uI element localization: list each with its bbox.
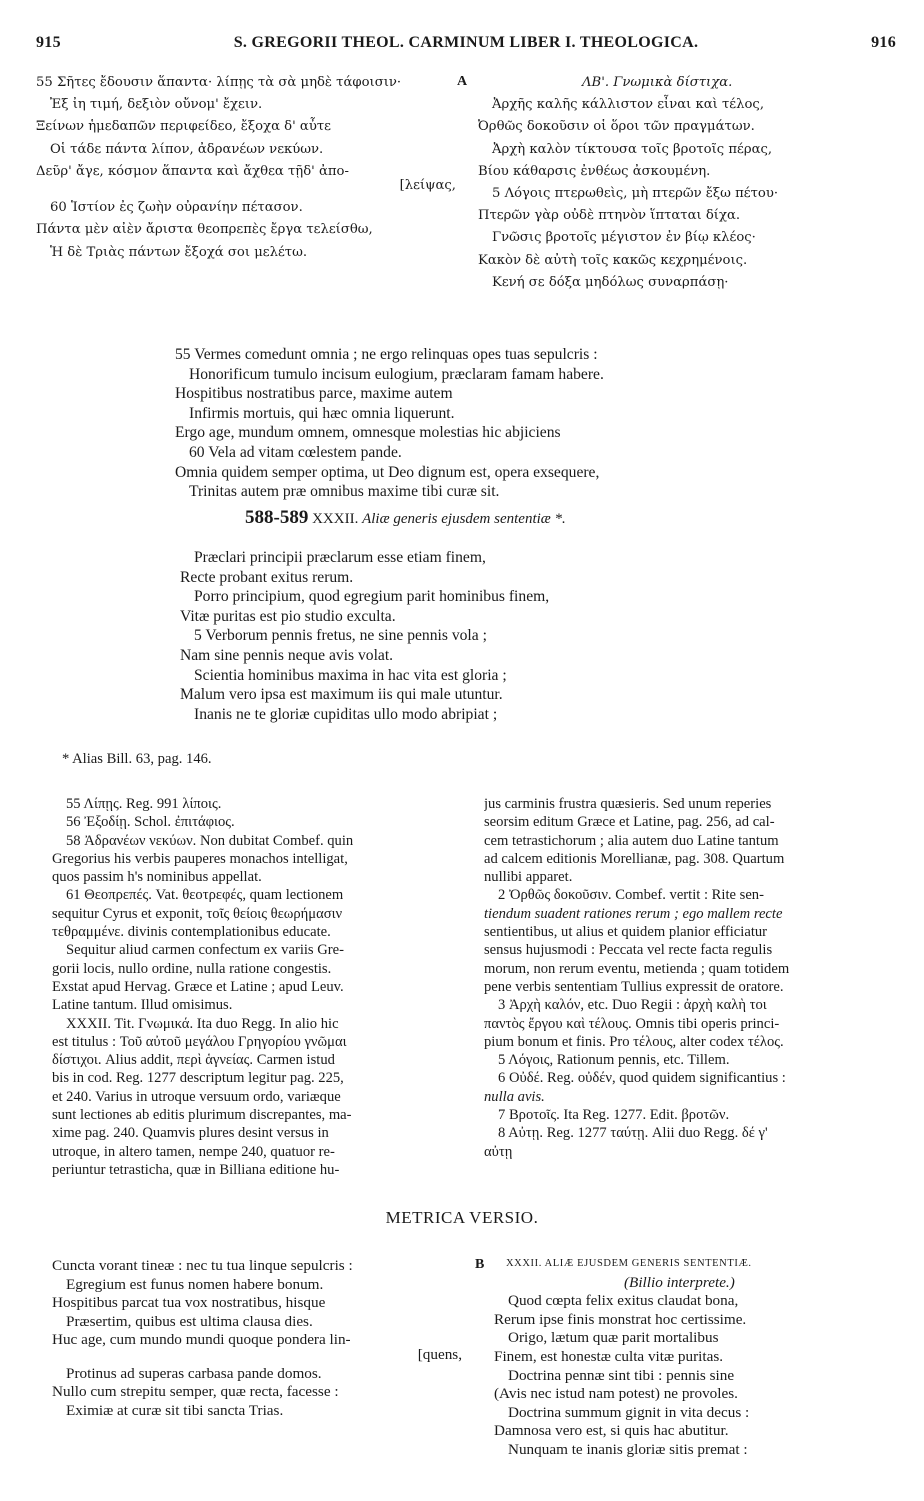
greek-line: 60 Ἱστίον ἐς ζωὴν οὐρανίην πέτασον. [50, 200, 303, 216]
verse-line: Damnosa vero est, si quis hac abutitur. [494, 1422, 729, 1440]
greek-line: Βίου κάθαρσις ἐνθέως ἀσκουμένη. [478, 163, 711, 179]
note-line: τεθραμμένε. divinis contemplationibus educate. [52, 924, 331, 941]
metrica-right-column [494, 1255, 914, 1460]
note-line: Sequitur aliud carmen confectum ex variis Gre- [66, 942, 344, 959]
note-line: pium bonum et finis. Pro τέλους, alter codex τέλος. [484, 1033, 784, 1050]
verse-line: Hospitibus parcat tua vox nostratibus, hisque [52, 1294, 326, 1312]
verse-line: Doctrina summum gignit in vita decus : [508, 1403, 750, 1421]
note-line: 5 Λόγοις, Rationum pennis, etc. Tillem. [498, 1052, 730, 1069]
note-line: 3 Ἀρχὴ καλόν, etc. Duo Regii : ἀρχὴ καλὴ τοι [498, 997, 767, 1014]
metrica-versio-heading: METRICA VERSIO. [385, 1208, 539, 1227]
greek-line: Οἱ τάδε πάντα λίπον, ἀδρανέων νεκύων. [50, 141, 324, 157]
section-heading [245, 507, 566, 529]
latin-line: 5 Verborum pennis fretus, ne sine pennis vola ; [194, 627, 487, 645]
note-line: pene verbis sententiam Tullius expressit de oratore. [484, 978, 784, 995]
section-roman: XXXII. [312, 511, 359, 527]
page-number-right: 916 [871, 34, 896, 51]
latin-line: 55 Vermes comedunt omnia ; ne ergo relinquas opes tuas sepulcris : [175, 346, 598, 363]
verse-line: Rerum ipse finis monstrat hoc certissime. [494, 1310, 747, 1328]
note-line: est titulus : Τοῦ αὐτοῦ μεγάλου Γρηγορίου γνῶμαι [52, 1033, 347, 1050]
verse-line: Præsertim, quibus est ultima clausa dies. [66, 1312, 313, 1330]
greek-line: Ἀρχῆς καλῆς κάλλιστον εἶναι καὶ τέλος, [492, 97, 765, 113]
verse-line: Protinus ad superas carbasa pande domos. [66, 1364, 322, 1382]
margin-marker-a: A [457, 74, 468, 89]
note-line: sentientibus, ut alius et quidem planior efficiatur [484, 924, 768, 941]
note-line: παντὸς ἔργου καὶ τέλους. Omnis tibi operis princi- [484, 1015, 780, 1032]
note-line: 6 Οὐδέ. Reg. οὐδέν, quod quidem significantius : [498, 1070, 786, 1087]
greek-line: Ξείνων ἡμεδαπῶν περιφείδεο, ἔξοχα δ' αὖτε [36, 119, 331, 135]
verse-line: Eximiæ at curæ sit tibi sancta Trias. [66, 1401, 284, 1419]
latin-line: Vitæ puritas est pio studio exculta. [180, 607, 396, 625]
verse-line: Huc age, cum mundo mundi quoque pondera lin- [52, 1331, 351, 1349]
note-line: sequitur Cyrus et exponit, τοῖς θείοις θεωρήμασιν [52, 905, 343, 922]
latin-line: Trinitas autem præ omnibus maxime tibi curæ sit. [189, 483, 500, 501]
note-line: seorsim editum Græce et Latine, pag. 256, ad cal- [484, 814, 775, 831]
page-number-left: 915 [36, 34, 61, 51]
section-title: Aliæ generis ejusdem sententiæ *. [362, 511, 566, 527]
latin-line: Scientia hominibus maxima in hac vita est gloria ; [194, 666, 507, 684]
greek-poem-right [478, 72, 898, 294]
note-line: 8 Αὐτῃ. Reg. 1277 ταύτῃ. Alii duo Regg. δέ γ' [498, 1125, 768, 1142]
note-line: Gregorius his verbis pauperes monachos intelligat, [52, 850, 348, 867]
note-line: 56 Ἐξοδίῃ. Schol. ἐπιτάφιος. [66, 814, 235, 831]
verse-line: (Avis nec istud nam potest) ne provoles. [494, 1385, 738, 1403]
latin-line: 60 Vela ad vitam cœlestem pande. [189, 443, 402, 461]
note-line: XXXII. Tit. Γνωμικά. Ita duo Regg. In alio hic [66, 1015, 339, 1032]
latin-translation-2 [180, 548, 549, 724]
latin-line: Ergo age, mundum omnem, omnesque molestias hic abjiciens [175, 424, 561, 442]
verse-line: Quod cœpta felix exitus claudat bona, [508, 1292, 739, 1310]
margin-marker-b: B [475, 1257, 485, 1272]
note-line: sensus hujusmodi : Peccata vel recte facta regulis [484, 942, 773, 959]
verse-line: Origo, lætum quæ parit mortalibus [508, 1329, 719, 1347]
notes-left-column [52, 795, 472, 1179]
greek-line: Κενή σε δόξα μηδόλως συναρπάσῃ· [492, 274, 729, 290]
verse-section-subtitle: (Billio interprete.) [624, 1273, 735, 1291]
note-line: 55 Λίπῃς. Reg. 991 λίποις. [66, 796, 222, 812]
notes-right-column [484, 795, 904, 1161]
latin-line: Hospitibus nostratibus parce, maxime autem [175, 385, 453, 403]
note-line: jus carminis frustra quæsieris. Sed unum reperies [484, 796, 772, 812]
latin-line: Inanis ne te gloriæ cupiditas ullo modo abripiat ; [194, 705, 498, 723]
verse-section-title: XXXII. ALIÆ EJUSDEM GENERIS SENTENTIÆ. [506, 1258, 752, 1269]
note-line: δίστιχοι. Alius addit, περὶ ἁγνείας. Carmen istud [52, 1052, 335, 1069]
note-line: nullibi apparet. [484, 869, 573, 886]
latin-line: Nam sine pennis neque avis volat. [180, 646, 394, 664]
note-line: nulla avis. [484, 1088, 545, 1105]
verse-line: Cuncta vorant tineæ : nec tu tua linque sepulcris : [52, 1257, 353, 1274]
alias-footnote: * Alias Bill. 63, pag. 146. [62, 751, 212, 767]
note-line: et 240. Varius in utroque versuum ordo, variæque [52, 1088, 341, 1105]
latin-line: Præclari principii præclarum esse etiam finem, [194, 549, 486, 566]
greek-line: Ὀρθῶς δοκοῦσιν οἱ ὅροι τῶν πραγμάτων. [478, 119, 755, 135]
verse-line: Doctrina pennæ sint tibi : pennis sine [508, 1366, 735, 1384]
note-line: xime pag. 240. Quamvis plures desint versus in [52, 1125, 329, 1142]
greek-line-continuation: [λείψας, [399, 177, 456, 193]
note-line: 7 Βροτοῖς. Ita Reg. 1277. Edit. βροτῶν. [498, 1107, 730, 1124]
greek-poem-title: ΛΒ'. Γνωμικὰ δίστιχα. [582, 75, 733, 90]
note-line: Exstat apud Hervag. Græce et Latine ; apud Leuv. [52, 978, 344, 995]
latin-line: Omnia quidem semper optima, ut Deo dignum est, opera exsequere, [175, 463, 600, 481]
verse-line: Nullo cum strepitu semper, quæ recta, facesse : [52, 1383, 339, 1401]
greek-line: Κακὸν δὲ αὐτὴ τοῖς κακῶς κεχρημένοις. [478, 252, 748, 268]
note-line: αὐτῃ [484, 1143, 513, 1160]
greek-line: Πτερῶν γὰρ οὐδὲ πτηνὸν ἵπταται δίχα. [478, 208, 741, 224]
note-line: bis in cod. Reg. 1277 descriptum legitur pag. 225, [52, 1070, 344, 1087]
note-line: sunt lectiones ab editis plurimum discrepantes, ma- [52, 1107, 352, 1124]
greek-poem-left [36, 72, 456, 264]
note-line: ad calcem editionis Morellianæ, pag. 308. Quartum [484, 850, 785, 867]
note-line: morum, non rerum eventu, metienda ; quam totidem [484, 960, 790, 977]
greek-line: Γνῶσις βροτοῖς μέγιστον ἐν βίῳ κλέος· [492, 230, 756, 246]
greek-line: Ἀρχὴ καλὸν τίκτουσα τοῖς βροτοῖς πέρας, [492, 141, 773, 157]
greek-line: Πάντα μὲν αἰὲν ἄριστα θεοπρεπὲς ἔργα τελείσθω, [36, 222, 373, 238]
greek-line: 5 Λόγοις πτερωθεὶς, μὴ πτερῶν ἔξω πέτου· [492, 185, 779, 201]
latin-translation-1 [175, 345, 604, 502]
latin-line: Honorificum tumulo incisum eulogium, præclaram famam habere. [189, 365, 604, 383]
greek-line: 55 Σῆτες ἔδουσιν ἅπαντα· λίπῃς τὰ σὰ μηδὲ τάφοισιν· [36, 75, 402, 90]
note-line: Latine tantum. Illud omisimus. [52, 997, 233, 1014]
note-line: tiendum suadent rationes rerum ; ego mallem recte [484, 905, 783, 922]
note-line: 61 Θεοπρεπές. Vat. θεοτρεφές, quam lectionem [66, 887, 344, 904]
latin-line: Infirmis mortuis, qui hæc omnia liquerunt. [189, 404, 455, 422]
metrica-left-column [52, 1257, 472, 1420]
column-numbers: 588-589 [245, 507, 309, 528]
verse-line: Egregium est funus nomen habere bonum. [66, 1275, 324, 1293]
greek-line: Ἡ δὲ Τριὰς πάντων ἔξοχά σοι μελέτω. [50, 244, 308, 260]
note-line: 58 Ἀδρανέων νεκύων. Non dubitat Combef. quin [66, 832, 354, 849]
running-header [36, 34, 896, 58]
note-line: 2 Ὀρθῶς δοκοῦσιν. Combef. vertit : Rite sen- [498, 887, 764, 904]
latin-line: Recte probant exitus rerum. [180, 568, 354, 586]
note-line: quos passim h's nominibus appellat. [52, 869, 262, 886]
verse-line: Finem, est honestæ culta vitæ puritas. [494, 1347, 724, 1365]
greek-line: Ἐξ ἰη τιμή, δεξιὸν οὔνομ' ἔχειν. [50, 97, 263, 113]
verse-line-continuation: [quens, [417, 1345, 462, 1363]
greek-line: Δεῦρ' ἄγε, κόσμον ἅπαντα καὶ ἄχθεα τῇδ' ἀπο- [36, 163, 349, 179]
note-line: utroque, in altero tamen, nempe 240, quatuor re- [52, 1143, 335, 1160]
note-line: gorii locis, nullo ordine, nulla ratione congestis. [52, 960, 332, 977]
latin-line: Malum vero ipsa est maximum iis qui male utuntur. [180, 686, 503, 704]
note-line: cem tetrastichorum ; alia autem duo Latine tantum [484, 832, 779, 849]
verse-line: Nunquam te inanis gloriæ sitis premat : [508, 1440, 748, 1458]
running-title: S. GREGORII THEOL. CARMINUM LIBER I. THEOLOGICA. [233, 34, 699, 51]
latin-line: Porro principium, quod egregium parit hominibus finem, [194, 588, 550, 606]
note-line: periuntur tetrasticha, quæ in Billiana editione hu- [52, 1161, 340, 1178]
